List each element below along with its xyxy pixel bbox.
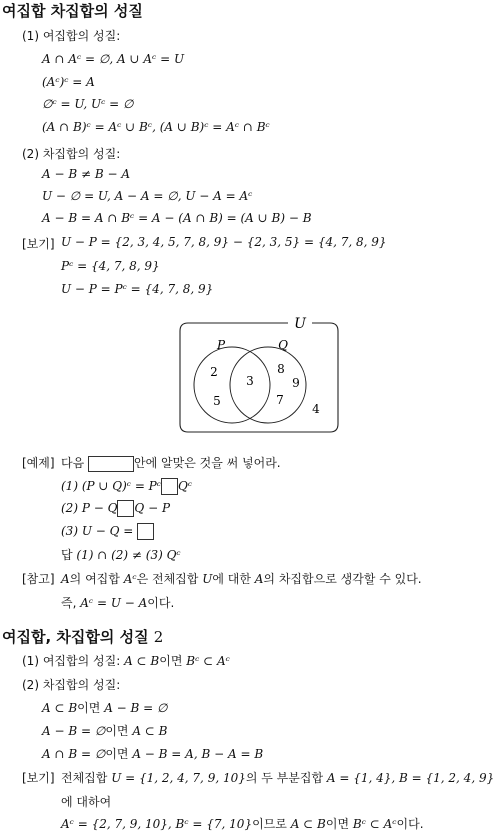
answer-label: 답 <box>61 548 73 562</box>
universe-label: U <box>294 316 306 332</box>
sec2-diff-math: A − B = ∅ <box>42 724 106 738</box>
sec2-comp-math: Bᶜ ⊂ Aᶜ <box>186 654 230 668</box>
sec2-example-line-1 <box>61 769 494 786</box>
exercise-q2 <box>61 500 170 517</box>
sec1-diff-label: 차집합의 성질: <box>42 147 121 161</box>
answer-blank-2[interactable] <box>117 500 134 517</box>
sec2-example-line-3 <box>61 815 424 832</box>
note-line-1 <box>61 570 422 587</box>
note-text: 의 차집합으로 생각할 수 있다. <box>263 572 422 586</box>
set-p-circle <box>194 347 270 423</box>
venn-number: 9 <box>292 376 300 390</box>
sec2-diff-text: 이면 <box>105 747 129 761</box>
sec1-example-line-2: Pᶜ = {4, 7, 8, 9} <box>61 259 160 273</box>
exercise-q1 <box>61 478 192 495</box>
exercise-answer <box>61 546 181 563</box>
sec2-example-math: A ⊂ B <box>290 817 326 831</box>
note-math: Aᶜ <box>123 572 137 586</box>
exercise-q2-b: Q − P <box>134 501 171 515</box>
sec2-comp-marker: (1) <box>22 654 39 668</box>
sec2-example-math: A = {1, 4}, B = {1, 2, 4, 9} <box>326 771 495 785</box>
exercise-q2-a: (2) P − Q <box>61 501 118 515</box>
sec2-diff-text: 이면 <box>105 724 129 738</box>
section-2-title-text: 여집합, 차집합의 성질 <box>2 628 149 646</box>
note-tag: [참고] <box>22 572 55 586</box>
section-2-title-number: 2 <box>153 628 164 646</box>
sec2-example-math: Bᶜ ⊂ Aᶜ <box>352 817 397 831</box>
note-text: 의 여집합 <box>69 572 120 586</box>
exercise-intro <box>61 454 281 472</box>
sec1-diff-line-3: A − B = A ∩ Bᶜ = A − (A ∩ B) = (A ∪ B) − B <box>42 211 312 225</box>
sec2-diff-text: 이면 <box>77 701 101 715</box>
sec1-example-line-3: U − P = Pᶜ = {4, 7, 8, 9} <box>61 282 214 296</box>
sec2-diff-math: A ∩ B = ∅ <box>42 747 106 761</box>
sec2-diff-marker: (2) <box>22 678 39 692</box>
note-text: 즉, <box>61 596 77 610</box>
note-text: 이다. <box>147 596 175 610</box>
note-math: U <box>202 572 213 586</box>
sec2-diff-label: 차집합의 성질: <box>42 678 121 692</box>
venn-number: 2 <box>210 365 218 379</box>
sec1-example-tag: [보기] <box>22 237 55 251</box>
exercise-q1-a: (1) (P ∪ Q)ᶜ = Pᶜ <box>61 479 161 493</box>
sec2-diff-math: A ⊂ B <box>42 701 78 715</box>
sec2-example-text: 이므로 <box>252 817 287 831</box>
note-math: Aᶜ = U − A <box>80 596 148 610</box>
sec1-diff-marker: (2) <box>22 147 39 161</box>
sec2-comp-math: A ⊂ B <box>124 654 160 668</box>
sec2-example-text: 전체집합 <box>61 771 108 785</box>
venn-number: 8 <box>277 362 285 376</box>
exercise-q3-a: (3) U − Q = <box>61 524 134 538</box>
exercise-q1-b: Qᶜ <box>178 479 193 493</box>
sec2-example-line-2: 에 대하여 <box>61 795 112 809</box>
sec1-comp-heading <box>22 27 120 44</box>
blank-box <box>88 456 134 472</box>
sec2-diff-math: A − B = A, B − A = B <box>132 747 264 761</box>
sec2-comp-text: 이면 <box>159 654 183 668</box>
venn-number: 7 <box>276 393 284 407</box>
sec2-diff-line-1 <box>42 699 168 716</box>
sec2-diff-heading <box>22 676 120 693</box>
note-math: A <box>254 572 264 586</box>
sec2-example-text: 이다. <box>396 817 424 831</box>
set-q-label: Q <box>278 338 288 352</box>
sec1-diff-line-1: A − B ≠ B − A <box>42 167 131 181</box>
venn-diagram <box>176 316 342 438</box>
sec1-diff-heading <box>22 145 120 162</box>
sec1-comp-line-3: ∅ᶜ = U, Uᶜ = ∅ <box>42 97 134 111</box>
exercise-tag: [예제] <box>22 456 55 470</box>
exercise-q3 <box>61 523 154 540</box>
exercise-intro-b: 안에 알맞은 것을 써 넣어라. <box>134 456 281 470</box>
sec2-example-math: Aᶜ = {2, 7, 9, 10}, Bᶜ = {7, 10} <box>61 817 253 831</box>
sec2-comp-line <box>22 652 230 669</box>
venn-number: 5 <box>213 394 221 408</box>
answer-blank-1[interactable] <box>161 478 178 495</box>
sec2-example-text: 의 두 부분집합 <box>245 771 324 785</box>
sec2-diff-math: A − B = ∅ <box>104 701 168 715</box>
sec1-example-line-1: U − P = {2, 3, 4, 5, 7, 8, 9} − {2, 3, 5} = {4, 7, 8, 9} <box>61 235 387 249</box>
sec1-comp-marker: (1) <box>22 29 39 43</box>
answer-text: (1) ∩ (2) ≠ (3) Qᶜ <box>76 548 181 562</box>
set-p-label: P <box>216 338 226 352</box>
note-line-2 <box>61 594 174 611</box>
answer-blank-3[interactable] <box>137 523 154 540</box>
section-1-title: 여집합 차집합의 성질 <box>2 2 143 20</box>
sec2-example-math: U = {1, 2, 4, 7, 9, 10} <box>111 771 246 785</box>
sec1-comp-label: 여집합의 성질: <box>42 29 121 43</box>
note-math: A <box>61 572 70 586</box>
sec1-comp-line-2: (Aᶜ)ᶜ = A <box>42 75 95 89</box>
venn-number: 4 <box>312 402 320 416</box>
exercise-intro-a: 다음 <box>61 456 85 470</box>
venn-number: 3 <box>246 374 254 388</box>
sec1-comp-line-1: A ∩ Aᶜ = ∅, A ∪ Aᶜ = U <box>42 52 185 66</box>
sec1-comp-line-4: (A ∩ B)ᶜ = Aᶜ ∪ Bᶜ, (A ∪ B)ᶜ = Aᶜ ∩ Bᶜ <box>42 120 270 134</box>
sec2-example-tag: [보기] <box>22 771 55 785</box>
sec2-diff-line-3 <box>42 745 263 762</box>
section-2-title <box>2 626 163 647</box>
note-text: 에 대한 <box>212 572 251 586</box>
sec2-comp-label: 여집합의 성질: <box>42 654 121 668</box>
sec2-diff-math: A ⊂ B <box>132 724 168 738</box>
sec2-example-text: 이면 <box>325 817 350 831</box>
sec1-diff-line-2: U − ∅ = U, A − A = ∅, U − A = Aᶜ <box>42 189 253 203</box>
sec2-diff-line-2 <box>42 722 168 739</box>
note-text: 은 전체집합 <box>136 572 199 586</box>
